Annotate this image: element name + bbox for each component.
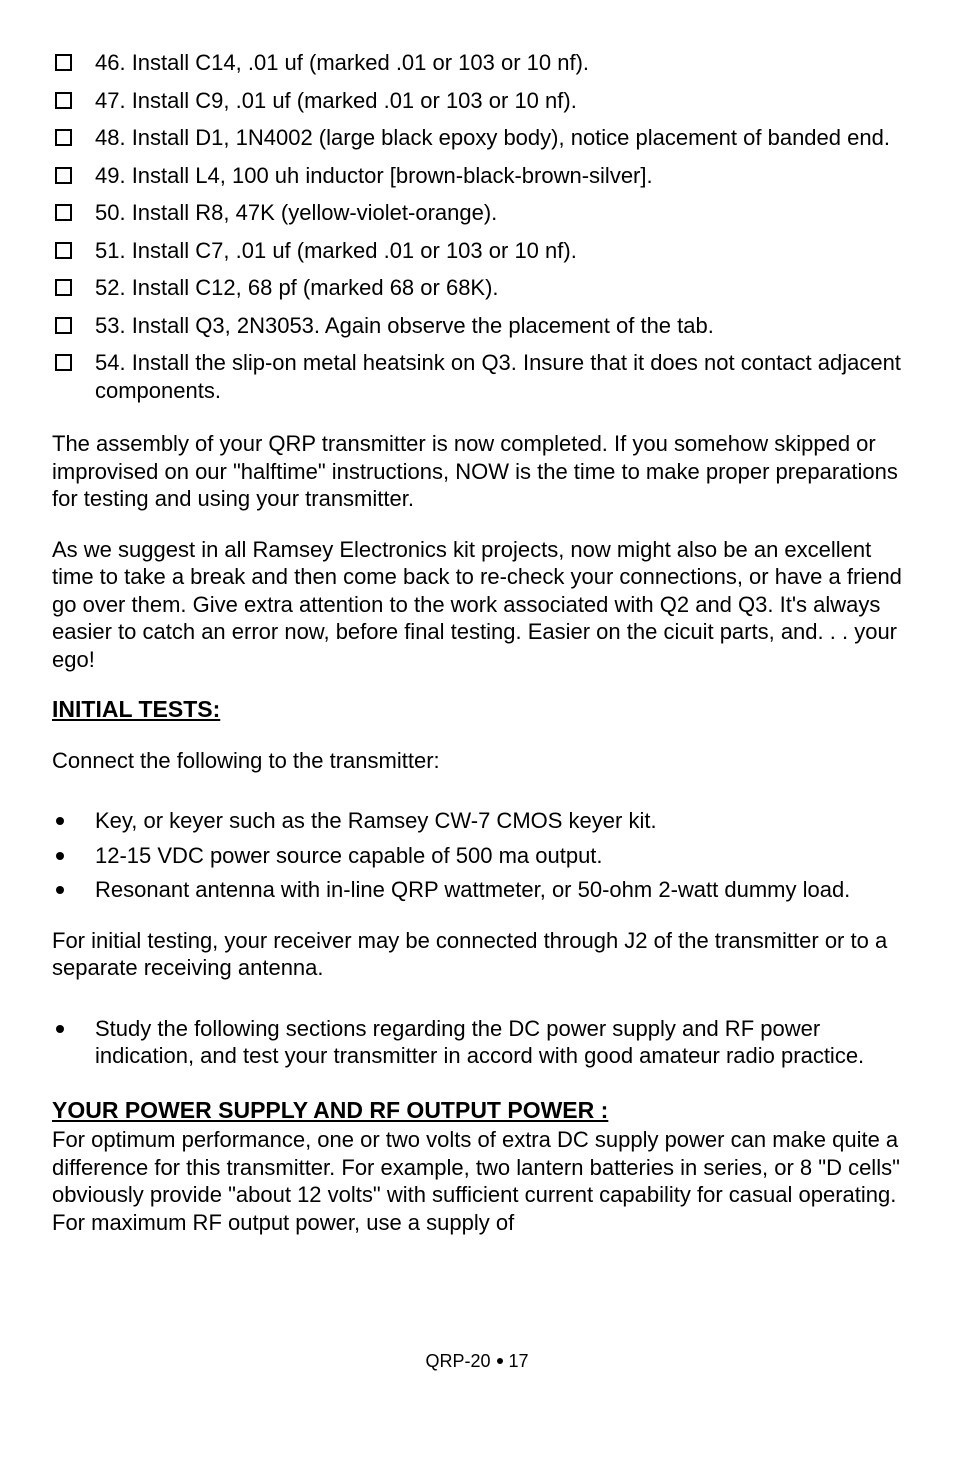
step-50 <box>52 199 912 227</box>
step-54 <box>52 349 912 404</box>
step-text: 47. Install C9, .01 uf (marked .01 or 103 or 10 nf). <box>95 87 577 113</box>
paragraph-receiver: For initial testing, your receiver may be connected through J2 of the transmitter or to a separate receiving antenna. <box>52 927 888 980</box>
checkbox-icon[interactable] <box>55 317 72 334</box>
bullet-icon <box>56 852 64 860</box>
list-item <box>52 842 912 870</box>
page-number: 17 <box>508 1351 529 1371</box>
list-item <box>52 876 912 904</box>
checkbox-icon[interactable] <box>55 54 72 71</box>
heading-power-supply: YOUR POWER SUPPLY AND RF OUTPUT POWER : <box>52 1096 609 1123</box>
checkbox-icon[interactable] <box>55 92 72 109</box>
paragraph-power: For optimum performance, one or two volts of extra DC supply power can make quite a difference for this transmitter. For example, two lantern batteries in series, or 8 "D cells" obviously provide "about 12 volts" with sufficient current capability for casual operating. For maximum RF output power, use a supply of <box>52 1127 900 1235</box>
step-text: 46. Install C14, .01 uf (marked .01 or 103 or 10 nf). <box>95 50 590 75</box>
step-text: 50. Install R8, 47K (yellow-violet-orange). <box>95 200 498 225</box>
footer-model: QRP-20 <box>425 1351 491 1371</box>
study-list <box>52 1015 912 1070</box>
checkbox-icon[interactable] <box>55 129 72 146</box>
bullet-icon <box>497 1358 503 1364</box>
step-52 <box>52 274 912 302</box>
step-53 <box>52 312 912 340</box>
step-text: 49. Install L4, 100 uh inductor [brown-black-brown-silver]. <box>95 162 653 188</box>
assembly-steps <box>52 49 912 404</box>
list-item-text: 12-15 VDC power source capable of 500 ma output. <box>95 842 603 868</box>
list-item-text: Resonant antenna with in-line QRP wattmeter, or 50-ohm 2-watt dummy load. <box>95 877 851 902</box>
step-51 <box>52 237 912 265</box>
step-47 <box>52 87 912 115</box>
checkbox-icon[interactable] <box>55 204 72 221</box>
checkbox-icon[interactable] <box>55 242 72 259</box>
list-item-text: Study the following sections regarding the DC power supply and RF power indication, and test your transmitter in accord with good amateur radio practice. <box>95 1015 865 1068</box>
step-text: 54. Install the slip-on metal heatsink on Q3. Insure that it does not contact adjacent components. <box>95 350 901 403</box>
list-item <box>52 807 912 835</box>
page-footer <box>0 1350 954 1372</box>
paragraph-connect: Connect the following to the transmitter: <box>52 747 440 773</box>
list-item-text: Key, or keyer such as the Ramsey CW-7 CMOS keyer kit. <box>95 808 657 833</box>
step-text: 53. Install Q3, 2N3053. Again observe the placement of the tab. <box>95 312 714 338</box>
step-48 <box>52 124 912 152</box>
checkbox-icon[interactable] <box>55 354 72 371</box>
checkbox-icon[interactable] <box>55 167 72 184</box>
step-46 <box>52 49 912 77</box>
step-text: 51. Install C7, .01 uf (marked .01 or 103 or 10 nf). <box>95 237 577 263</box>
bullet-icon <box>56 886 64 894</box>
heading-initial-tests: INITIAL TESTS: <box>52 696 221 722</box>
step-text: 48. Install D1, 1N4002 (large black epoxy body), notice placement of banded end. <box>95 125 890 150</box>
step-text: 52. Install C12, 68 pf (marked 68 or 68K). <box>95 275 499 300</box>
bullet-icon <box>56 817 64 825</box>
paragraph-take-break: As we suggest in all Ramsey Electronics kit projects, now might also be an excellent time to take a break and then come back to re-check your connections, or have a friend go over them. Give extra attention to the work associated with Q2 and Q3. It's always easier to catch an error now, before final testing. Easier on the cicuit parts, and. . . your ego! <box>52 536 902 672</box>
checkbox-icon[interactable] <box>55 279 72 296</box>
step-49 <box>52 162 912 190</box>
list-item <box>52 1015 912 1070</box>
bullet-icon <box>56 1025 64 1033</box>
paragraph-completed: The assembly of your QRP transmitter is now completed. If you somehow skipped or improvised on our "halftime" instructions, NOW is the time to make proper preparations for testing and using your transmitter. <box>52 431 898 511</box>
document-page <box>52 49 912 1259</box>
connect-list <box>52 807 912 904</box>
